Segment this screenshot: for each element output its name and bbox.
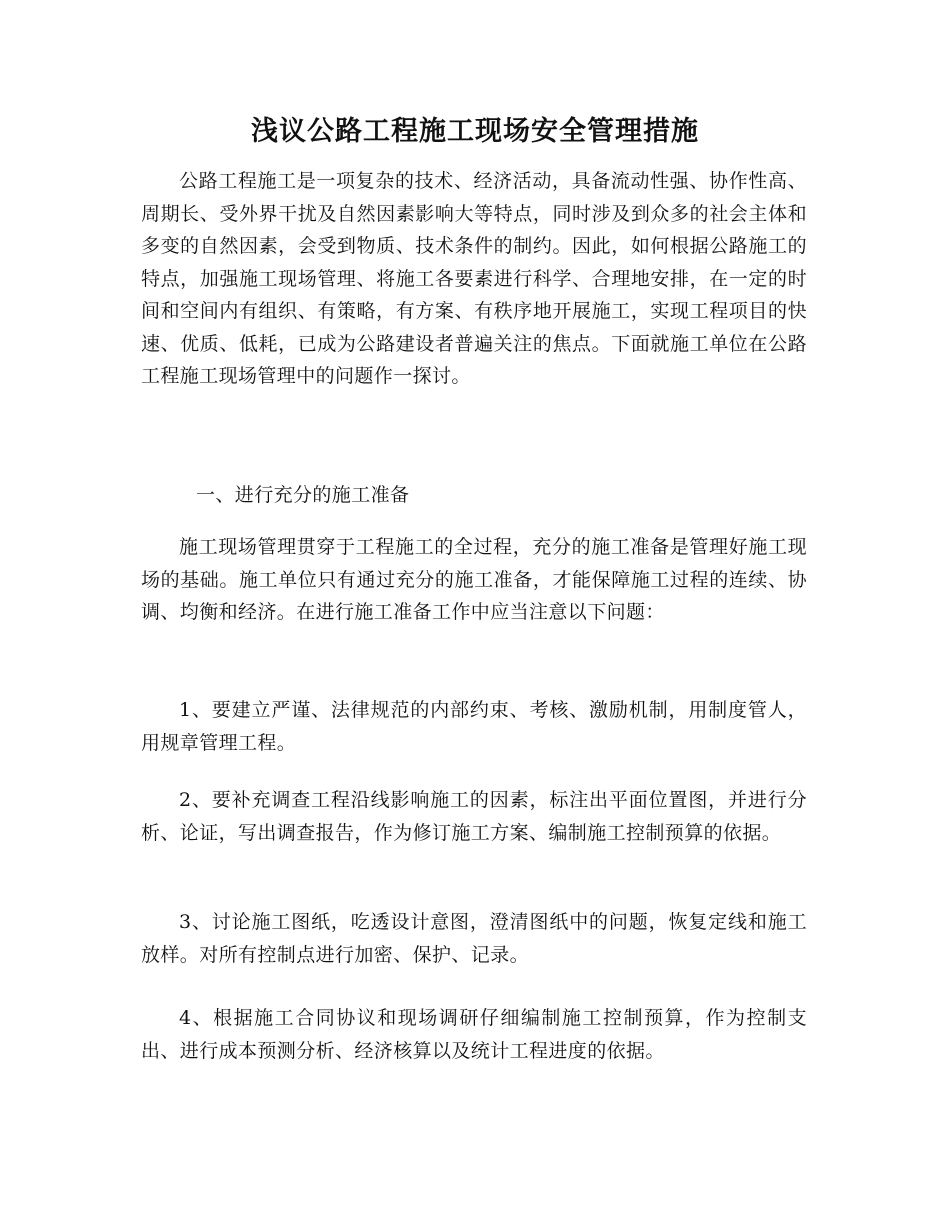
document-title: 浅议公路工程施工现场安全管理措施: [251, 116, 699, 147]
list-item: 3、讨论施工图纸，吃透设计意图，澄清图纸中的问题，恢复定线和施工放样。对所有控制点进行加密、保护、记录。: [141, 911, 807, 966]
list-item: 1、要建立严谨、法律规范的内部约束、考核、激励机制，用制度管人，用规章管理工程。: [141, 699, 807, 754]
intro-paragraph: 公路工程施工是一项复杂的技术、经济活动，具备流动性强、协作性高、周期长、受外界干扰及自然因素影响大等特点，同时涉及到众多的社会主体和多变的自然因素，会受到物质、技术条件的制约。因此，如何根据公路施工的特点，加强施工现场管理、将施工各要素进行科学、合理地安排，在一定的时间和空间内有组织、有策略，有方案、有秩序地开展施工，实现工程项目的快速、优质、低耗，已成为公路建设者普遍关注的焦点。下面就施工单位在公路工程施工现场管理中的问题作一探讨。: [141, 170, 807, 387]
section-heading: 一、进行充分的施工准备: [196, 484, 410, 506]
list-item: 2、要补充调查工程沿线影响施工的因素，标注出平面位置图，并进行分析、论证，写出调查报告，作为修订施工方案、编制施工控制预算的依据。: [141, 789, 807, 844]
section-intro-paragraph: 施工现场管理贯穿于工程施工的全过程，充分的施工准备是管理好施工现场的基础。施工单位只有通过充分的施工准备，才能保障施工过程的连续、协调、均衡和经济。在进行施工准备工作中应当注意以下问题：: [141, 536, 807, 623]
list-item: 4、根据施工合同协议和现场调研仔细编制施工控制预算，作为控制支出、进行成本预测分析、经济核算以及统计工程进度的依据。: [141, 1007, 807, 1062]
